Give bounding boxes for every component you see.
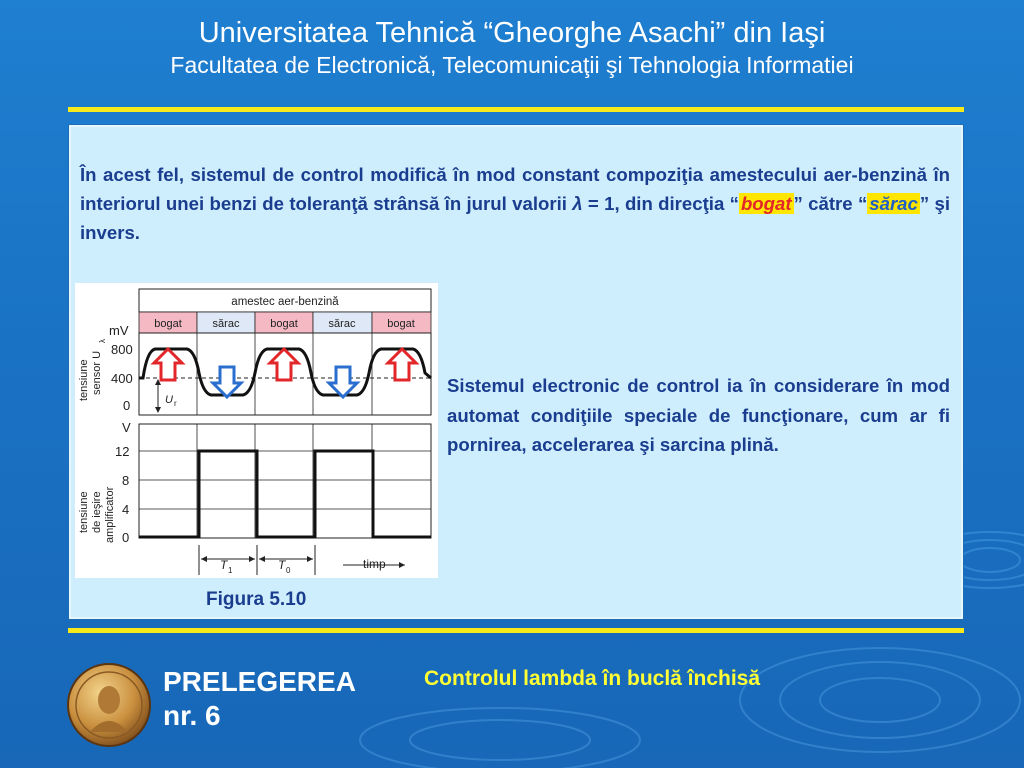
band-label: bogat	[387, 318, 415, 330]
ur-label: U	[165, 394, 173, 406]
amp-tick: 0	[122, 530, 130, 545]
paragraph1-text-b: = 1, din direcţia “	[582, 193, 739, 214]
band-label: bogat	[154, 318, 182, 330]
ur-subscript: r	[174, 399, 177, 408]
amp-tick: 4	[122, 502, 130, 517]
lecture-subtitle: Controlul lambda în buclă închisă	[424, 667, 761, 690]
amp-axis-label: tensiune	[78, 491, 90, 533]
sensor-tick: 400	[111, 371, 133, 386]
bogat-highlight: bogat	[740, 193, 792, 214]
sensor-axis-subscript: λ	[98, 339, 107, 343]
lecture-label: PRELEGEREA	[163, 666, 356, 697]
mixture-bands	[139, 312, 431, 333]
paragraph1-text-c: ” către “	[793, 193, 868, 214]
slide-header	[0, 16, 1024, 80]
t0-label: T	[278, 558, 286, 572]
t1-subscript: 1	[228, 566, 233, 575]
paragraph-closed-loop	[80, 160, 950, 247]
lambda-sensor-figure	[75, 283, 438, 578]
bottom-divider	[68, 628, 964, 633]
sensor-tick: 800	[111, 342, 133, 357]
band-label: sărac	[328, 318, 356, 330]
t1-label: T	[220, 558, 228, 572]
amp-tick: 8	[122, 473, 130, 488]
band-label: bogat	[270, 318, 298, 330]
amp-axis-label: amplificator	[104, 486, 116, 543]
sarac-highlight: sărac	[869, 193, 918, 214]
time-label: timp	[363, 557, 386, 571]
medal-logo	[66, 662, 152, 748]
sensor-tick: 0	[123, 398, 131, 413]
paragraph1-text-d: ” şi invers.	[80, 193, 951, 243]
amp-tick: 12	[115, 444, 130, 459]
sensor-unit: mV	[109, 323, 129, 338]
paragraph1-text-a: În acest fel, sistemul de control modifică în mod constant compoziţia amestecului aer-benzină în interiorul unei benzi de toleranţă strânsă în jurul valorii	[80, 164, 950, 214]
band-label: sărac	[212, 318, 240, 330]
university-title: Universitatea Tehnică “Gheorghe Asachi” din Iaşi	[198, 17, 826, 49]
figure-caption: Figura 5.10	[206, 589, 307, 610]
amp-axis-label: de ieşire	[91, 491, 103, 533]
paragraph-special-conditions: Sistemul electronic de control ia în considerare în mod automat condiţiile speciale de funcţionare, cum ar fi pornirea, accelerarea şi sarcina plină.	[447, 375, 950, 455]
lambda-symbol: λ	[572, 193, 583, 214]
faculty-title: Facultatea de Electronică, Telecomunicaţii şi Tehnologia Informatiei	[170, 52, 854, 78]
top-divider	[68, 107, 964, 112]
mixture-title: amestec aer-benzină	[231, 296, 339, 308]
lecture-title	[163, 665, 356, 733]
amp-unit: V	[122, 420, 131, 435]
lecture-number: nr. 6	[163, 700, 221, 731]
sensor-axis-label: tensiune	[78, 359, 90, 401]
t0-subscript: 0	[286, 566, 291, 575]
sensor-axis-label: sensor U	[91, 350, 103, 395]
